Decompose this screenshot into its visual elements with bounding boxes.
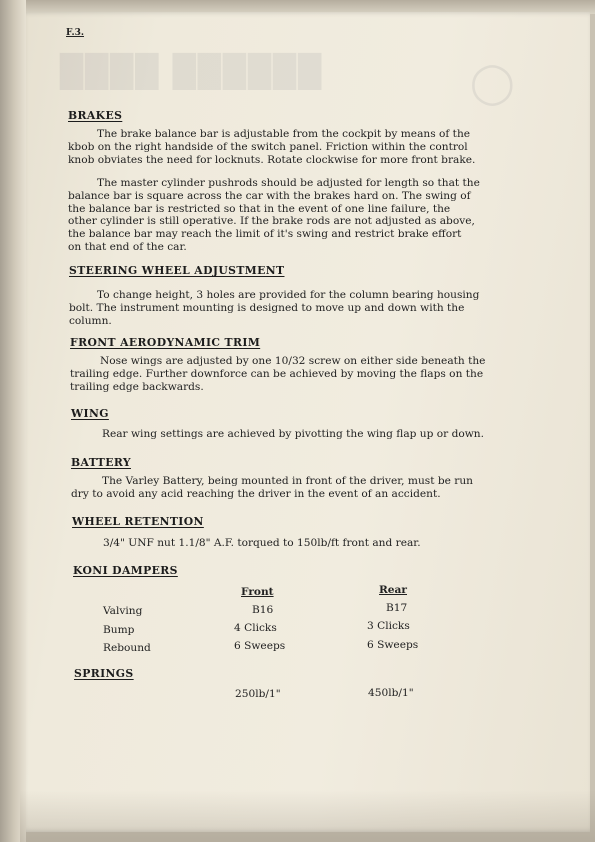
springs-rear: 450lb/1" (368, 687, 414, 699)
dampers-row-front: B16 (252, 604, 274, 616)
page-code: F.3. (66, 28, 85, 38)
text-line: knob obviates the need for locknuts. Rotate clockwise for more front brake. (68, 153, 476, 166)
text-line: on that end of the car. (68, 240, 187, 253)
text-line: balance bar is square across the car with the brakes hard on. The swing of (68, 189, 471, 202)
brakes-heading: BRAKES (68, 109, 123, 122)
wheel-retention-heading: WHEEL RETENTION (72, 515, 204, 528)
battery-paragraph (71, 475, 473, 501)
text-line: the balance bar may reach the limit of it's swing and restrict brake effort (68, 228, 462, 241)
dampers-col-front: Front (241, 586, 274, 598)
springs-heading: SPRINGS (74, 667, 134, 680)
text-line: kbob on the right handside of the switch panel. Friction within the control (68, 140, 468, 153)
dampers-row-front: 4 Clicks (234, 622, 277, 634)
dampers-row-rear: 6 Sweeps (367, 639, 419, 651)
wing-paragraph: Rear wing settings are achieved by pivotting the wing flap up or down. (102, 428, 485, 440)
dampers-row-label: Bump (103, 624, 135, 636)
page-shadow (20, 790, 595, 842)
text-line: Nose wings are adjusted by one 10/32 screw on either side beneath the (100, 355, 486, 367)
text-line: To change height, 3 holes are provided for the column bearing housing (97, 289, 480, 301)
text-line: the balance bar is restricted so that in the event of one line failure, the (68, 202, 451, 215)
dampers-col-rear: Rear (379, 584, 407, 596)
text-line: trailing edge backwards. (70, 380, 204, 393)
text-line: bolt. The instrument mounting is designed to move up and down with the (69, 301, 465, 314)
text-line: other cylinder is still operative. If the brake rods are not adjusted as above, (68, 215, 475, 228)
steering-heading: STEERING WHEEL ADJUSTMENT (69, 264, 285, 277)
text-line: column. (69, 314, 112, 327)
text-line: The Varley Battery, being mounted in front of the driver, must be run (102, 475, 473, 487)
brakes-paragraph-2 (68, 177, 480, 254)
brakes-paragraph-1 (68, 128, 475, 166)
wing-heading: WING (71, 407, 109, 420)
bleed-through-emblem: ◯ (470, 60, 517, 106)
dampers-row-rear: 3 Clicks (367, 620, 410, 632)
bleed-through-logo: ▇▇▇▇ ▇▇▇▇▇▇ (60, 48, 324, 91)
binding-edge (0, 0, 26, 842)
text-line: dry to avoid any acid reaching the driver in the event of an accident. (71, 487, 441, 500)
text-line: The brake balance bar is adjustable from the cockpit by means of the (97, 128, 471, 140)
dampers-row-front: 6 Sweeps (234, 640, 286, 652)
steering-paragraph (69, 289, 479, 327)
wheel-retention-paragraph: 3/4" UNF nut 1.1/8" A.F. torqued to 150lb/ft front and rear. (103, 537, 421, 549)
dampers-row-rear: B17 (386, 602, 408, 614)
text-line: The master cylinder pushrods should be adjusted for length so that the (97, 177, 480, 189)
dampers-row-label: Rebound (103, 642, 151, 654)
text-line: trailing edge. Further downforce can be achieved by moving the flaps on the (70, 367, 484, 380)
springs-front: 250lb/1" (235, 688, 281, 700)
aero-heading: FRONT AERODYNAMIC TRIM (70, 336, 261, 349)
dampers-row-label: Valving (103, 605, 143, 617)
aero-paragraph (70, 355, 485, 393)
dampers-heading: KONI DAMPERS (73, 564, 178, 577)
battery-heading: BATTERY (71, 456, 131, 469)
